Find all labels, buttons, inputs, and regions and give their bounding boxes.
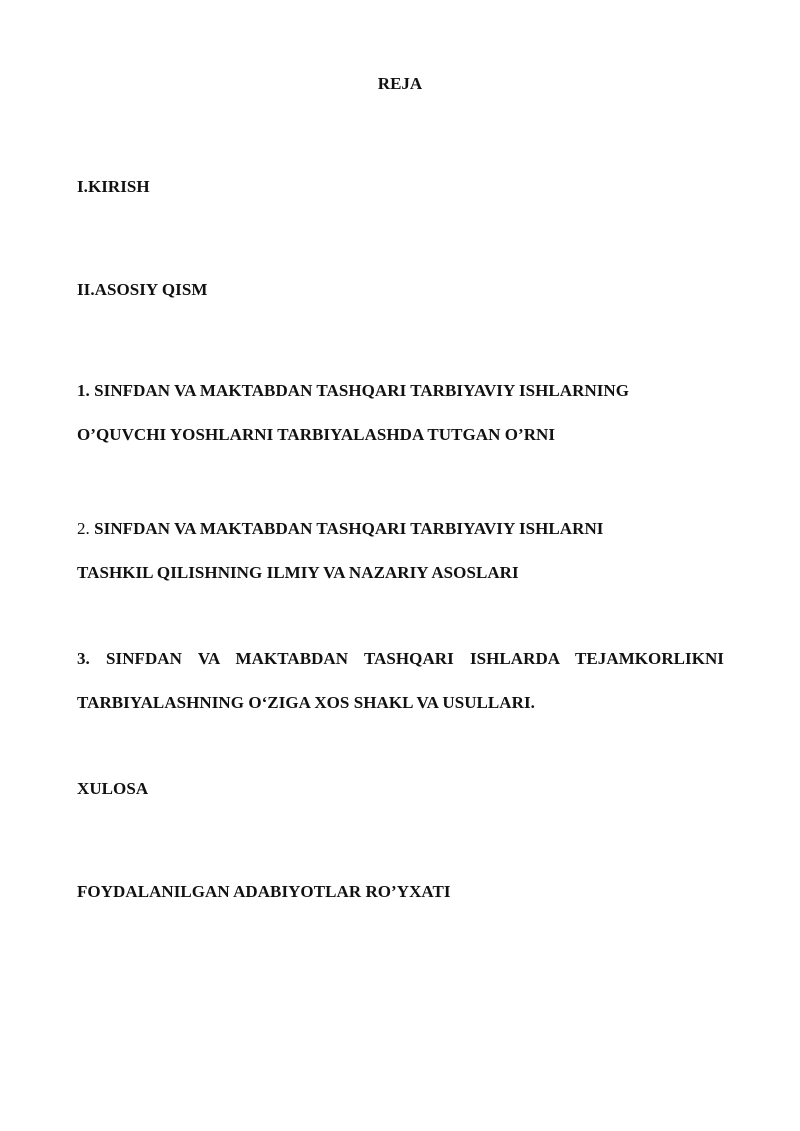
item-3-title-part-2: TARBIYALASHNING O‘ZIGA XOS SHAKL VA USULLARI.: [77, 693, 535, 712]
section-foydalanilgan-adabiyotlar: FOYDALANILGAN ADABIYOTLAR RO’YXATI: [77, 882, 451, 901]
section-kirish: I.KIRISH: [77, 177, 150, 196]
item-2-title-part-2: TASHKIL QILISHNING ILMIY VA NAZARIY ASOSLARI: [77, 563, 519, 582]
item-1-title-part-1: SINFDAN VA MAKTABDAN TASHQARI TARBIYAVIY ISHLARNING: [94, 381, 630, 400]
item-1-line-1: [77, 380, 629, 402]
item-3-line-1: [77, 648, 724, 670]
item-3-title-part-1: SINFDAN VA MAKTABDAN TASHQARI ISHLARDA TEJAMKORLIKNI: [106, 649, 724, 668]
item-3-number: 3.: [77, 649, 90, 668]
page-title: REJA: [377, 74, 423, 93]
item-1-title-part-2: O’QUVCHI YOSHLARNI TARBIYALASHDA TUTGAN O’RNI: [77, 425, 556, 444]
item-2-number: 2.: [77, 519, 90, 538]
item-2-title-part-1: SINFDAN VA MAKTABDAN TASHQARI TARBIYAVIY ISHLARNI: [94, 519, 604, 538]
section-xulosa: XULOSA: [77, 779, 149, 798]
item-1-number: 1.: [77, 381, 90, 400]
section-asosiy-qism: II.ASOSIY QISM: [77, 280, 208, 299]
item-2-line-1: [77, 518, 603, 540]
